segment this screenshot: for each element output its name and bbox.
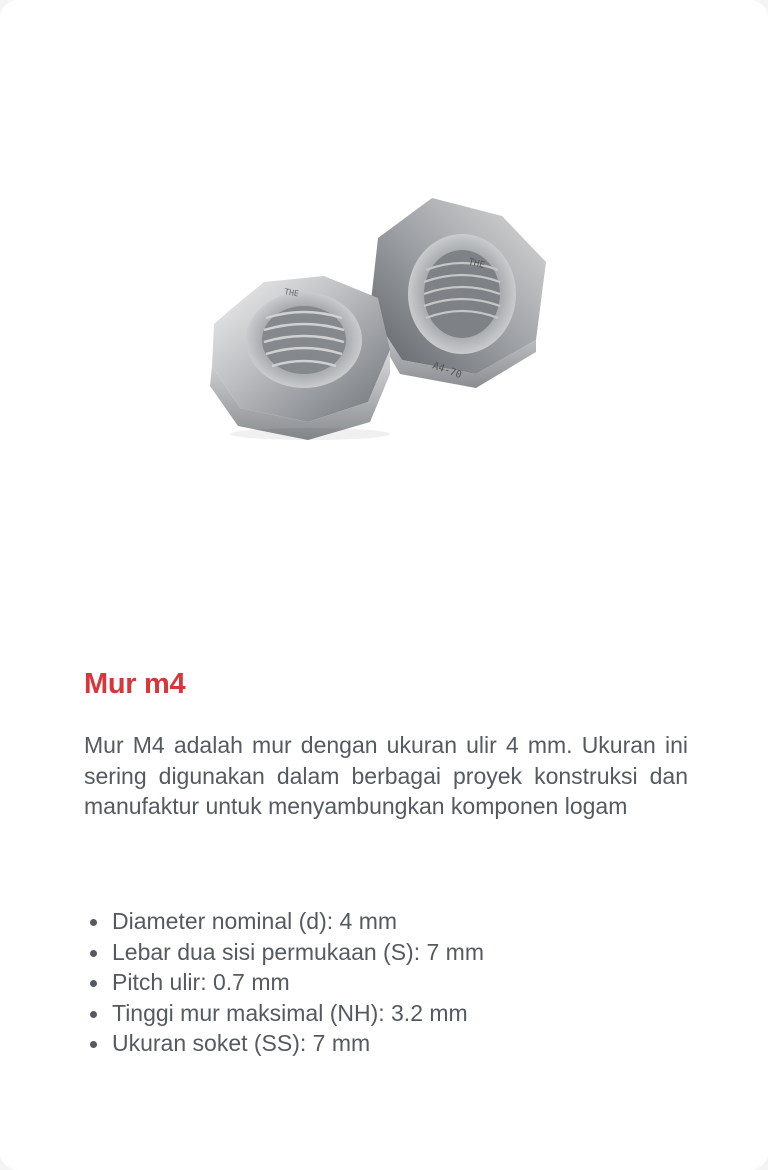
spec-text: Lebar dua sisi permukaan (S): 7 mm xyxy=(112,938,484,965)
spec-item-width xyxy=(84,937,688,968)
spec-item-diameter xyxy=(84,906,688,937)
svg-text:THE: THE xyxy=(467,257,486,272)
bullet-icon xyxy=(90,1041,97,1048)
product-image xyxy=(200,190,560,450)
product-description: Mur M4 adalah mur dengan ukuran ulir 4 mm. Ukuran ini sering digunakan dalam berbagai proyek konstruksi dan manufaktur untuk menyambungkan komponen logam xyxy=(84,732,688,819)
spec-text: Tinggi mur maksimal (NH): 3.2 mm xyxy=(112,999,468,1026)
svg-text:A4-70: A4-70 xyxy=(430,360,464,382)
hex-nuts-illustration xyxy=(200,190,560,450)
bullet-icon xyxy=(90,980,97,987)
spec-item-socket xyxy=(84,1028,688,1059)
nut-left xyxy=(210,276,390,440)
product-title: Mur m4 xyxy=(84,668,186,700)
bullet-icon xyxy=(90,919,97,926)
svg-text:THE: THE xyxy=(283,287,300,299)
bullet-icon xyxy=(90,1011,97,1018)
bullet-icon xyxy=(90,950,97,957)
spec-text: Ukuran soket (SS): 7 mm xyxy=(112,1030,371,1056)
nut-right xyxy=(370,198,546,388)
spec-text: Diameter nominal (d): 4 mm xyxy=(112,908,398,934)
spec-item-height xyxy=(84,998,688,1029)
spec-item-pitch xyxy=(84,967,688,998)
spec-text: Pitch ulir: 0.7 mm xyxy=(112,969,290,995)
spec-list xyxy=(84,906,688,1059)
